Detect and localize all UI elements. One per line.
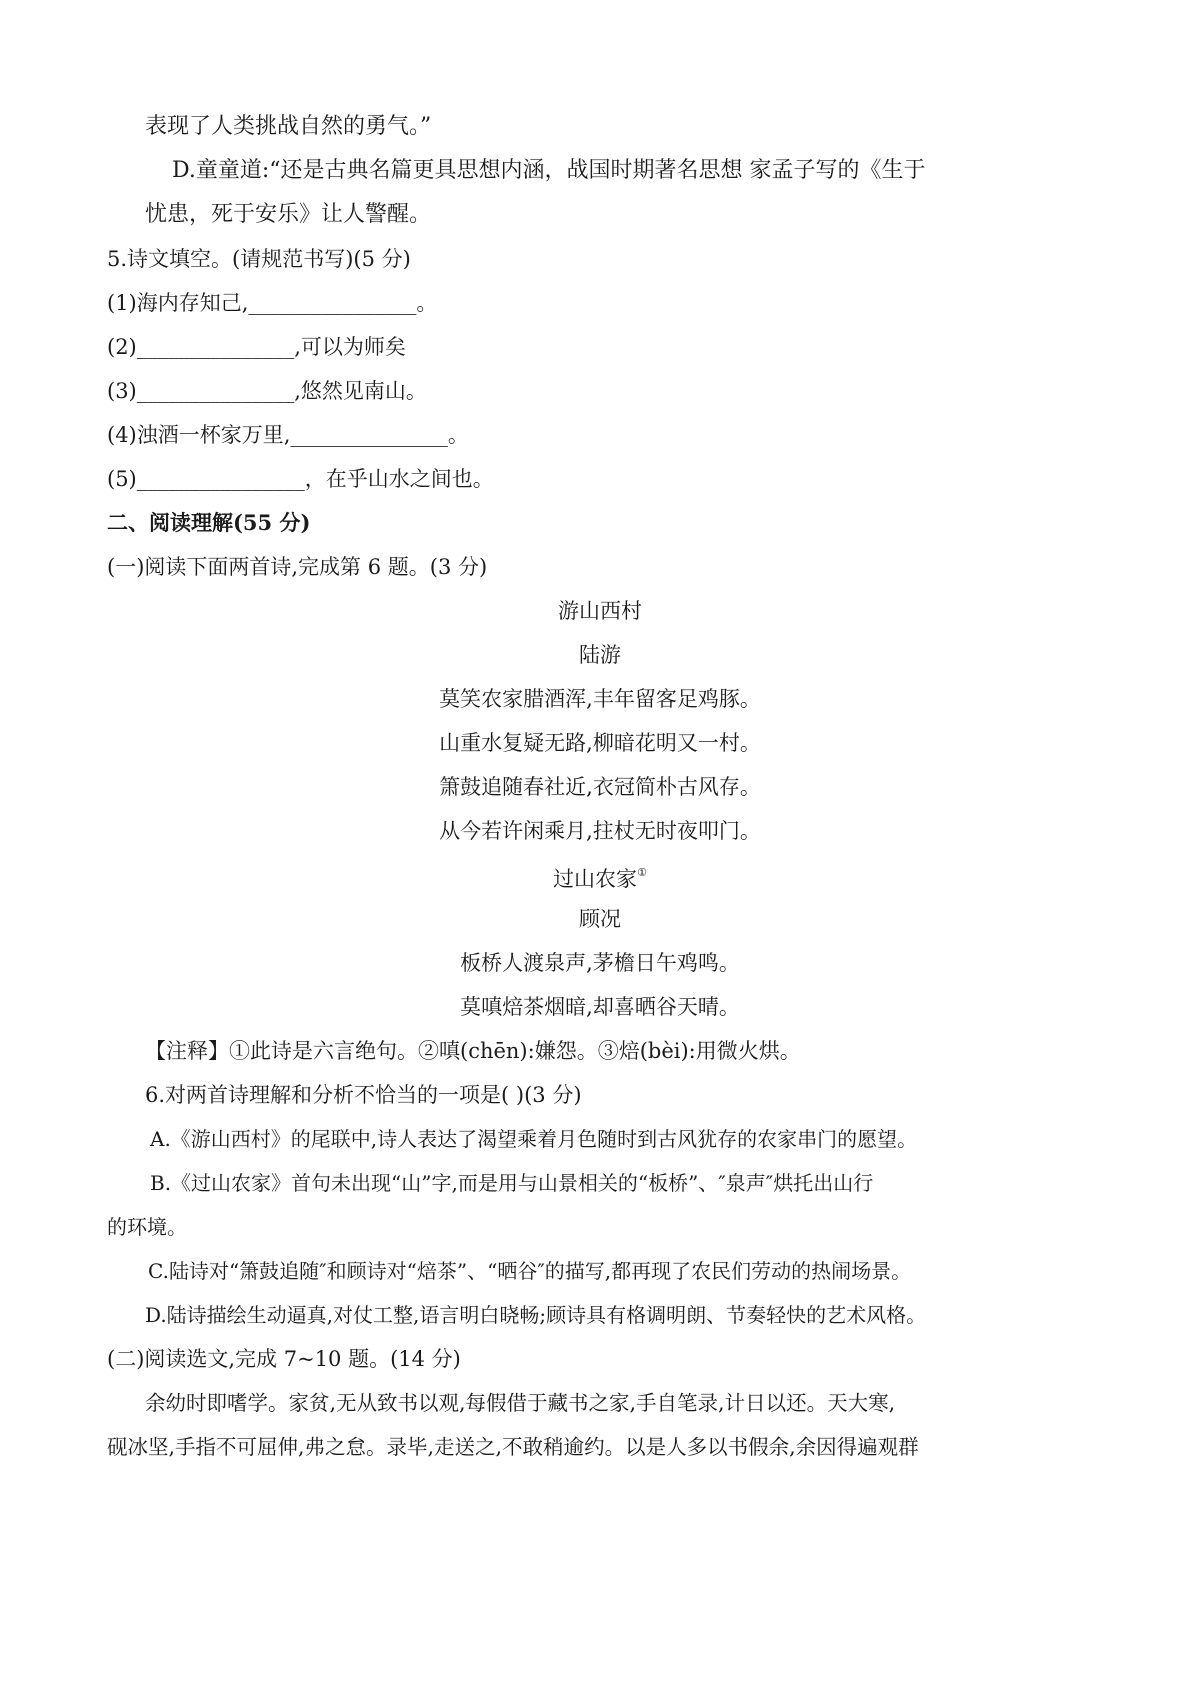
intro-line: D.童童道:“还是古典名篇更具思想内涵，战国时期著名思想 家孟子写的《生于 (172, 158, 926, 183)
intro-line: 表现了人类挑战自然的勇气。” (145, 114, 432, 139)
poem2-title-row (0, 860, 1200, 894)
passage-line: 砚冰坚,手指不可屈伸,弗之怠。录毕,走送之,不敢稍逾约。以是人多以书假余,余因得遍观群 (107, 1435, 919, 1459)
poem1-line: 莫笑农家腊酒浑,丰年留客足鸡豚。 (439, 687, 761, 711)
poem2-line: 莫嗔焙茶烟暗,却喜晒谷天晴。 (460, 995, 740, 1019)
poem1-author: 陆游 (579, 643, 621, 667)
q6-option-a: A.《游山西村》的尾联中,诗人表达了渴望乘着月色随时到古风犹存的农家串门的愿望。 (150, 1127, 918, 1151)
poem2-line: 板桥人渡泉声,茅檐日午鸡鸣。 (460, 951, 740, 975)
intro-line: 忧患，死于安乐》让人警醒。 (145, 202, 432, 227)
q5-item: (4)浊酒一杯家万里,_______________。 (107, 423, 469, 447)
q6-option-b: B.《过山农家》首句未出现“山”字,而是用与山景相关的“板桥”、″泉声″烘托出山行 (150, 1171, 874, 1195)
poem1-line: 从今若许闲乘月,拄杖无时夜叩门。 (439, 819, 761, 843)
q6-stem: 6.对两首诗理解和分析不恰当的一项是( )(3 分) (145, 1083, 582, 1107)
footnote-marker: ① (637, 866, 647, 879)
annotation: 【注释】①此诗是六言绝句。②嗔(chēn):嫌怨。③焙(bèi):用微火烘。 (145, 1039, 801, 1063)
part2-intro: (二)阅读选文,完成 7~10 题。(14 分) (107, 1347, 461, 1371)
section-heading: 二、阅读理解(55 分) (107, 510, 311, 535)
q6-option-d: D.陆诗描绘生动逼真,对仗工整,语言明白晓畅;顾诗具有格调明朗、节奏轻快的艺术风格。 (145, 1303, 927, 1327)
q5-item: (5)________________，在乎山水之间也。 (107, 467, 494, 491)
part1-intro: (一)阅读下面两首诗,完成第 6 题。(3 分) (107, 555, 488, 579)
q5-item: (3)_______________,悠然见南山。 (107, 379, 427, 403)
q5-title: 5.诗文填空。(请规范书写)(5 分) (107, 247, 411, 271)
q5-item: (1)海内存知己,________________。 (107, 291, 438, 315)
poem1-line: 山重水复疑无路,柳暗花明又一村。 (439, 731, 761, 755)
poem2-author: 顾况 (579, 907, 621, 931)
q5-item: (2)_______________,可以为师矣 (107, 335, 406, 359)
q6-option-b-cont: 的环境。 (107, 1215, 187, 1239)
poem1-title: 游山西村 (558, 599, 642, 623)
passage-line: 余幼时即嗜学。家贫,无从致书以观,每假借于藏书之家,手自笔录,计日以还。天大寒, (145, 1391, 896, 1415)
poem2-title: 过山农家 (553, 867, 638, 891)
q6-option-c: C.陆诗对“箫鼓追随″和顾诗对“焙茶”、“晒谷″的描写,都再现了农民们劳动的热闹场景。 (148, 1259, 912, 1283)
poem1-line: 箫鼓追随春社近,衣冠简朴古风存。 (439, 775, 761, 799)
